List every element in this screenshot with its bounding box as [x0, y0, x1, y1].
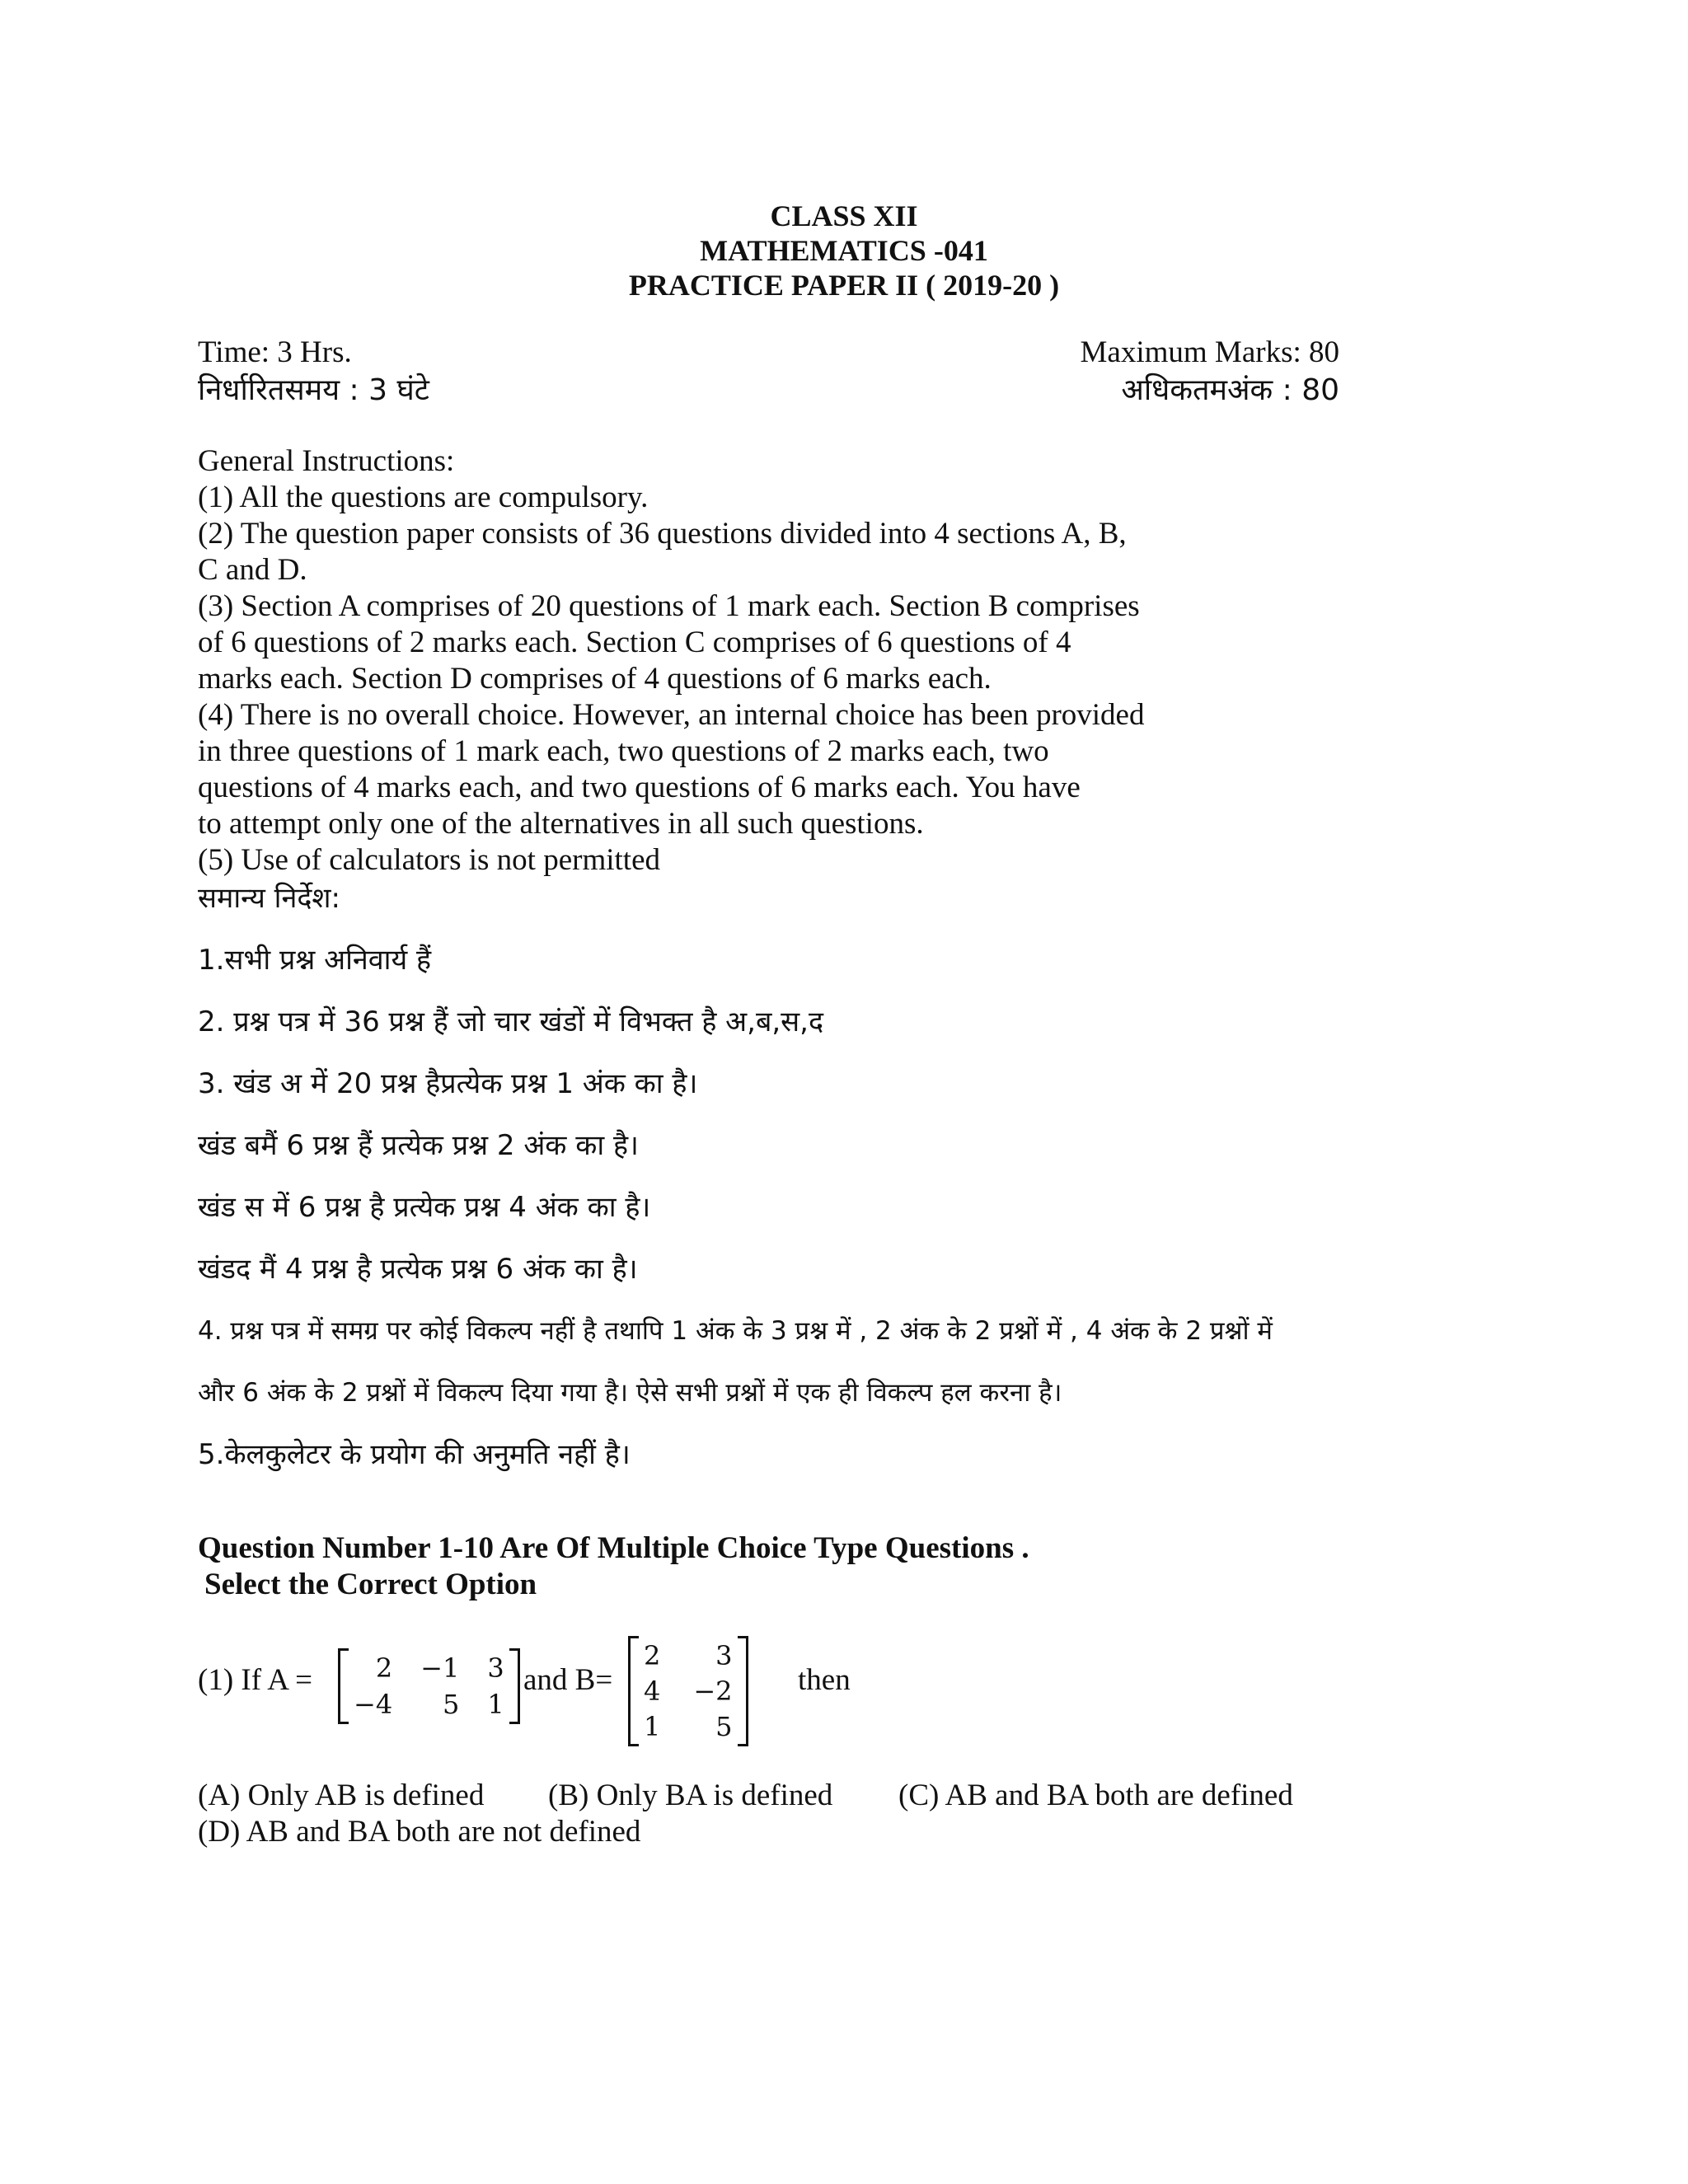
max-marks-english: Maximum Marks: 80 — [1080, 335, 1339, 369]
matrix-b-entry: 1 — [644, 1711, 661, 1742]
hindi-instruction-line: 5.केलकुलेटर के प्रयोग की अनुमति नहीं है। — [198, 1438, 631, 1471]
matrix-b-left-bracket — [628, 1636, 639, 1746]
option-c: (C) AB and BA both are defined — [898, 1779, 1293, 1812]
matrix-a-entry: 1 — [487, 1689, 504, 1720]
max-marks-hindi: अधिकतमअंक : 80 — [1121, 373, 1339, 407]
matrix-a — [338, 1648, 520, 1724]
question-1-mid: and B= — [523, 1663, 613, 1697]
matrix-a-entry: 5 — [442, 1689, 460, 1720]
hindi-instruction-line: 3. खंड अ में 20 प्रश्न हैप्रत्येक प्रश्न 1 अंक का है। — [198, 1067, 698, 1100]
instruction-line: (5) Use of calculators is not permitted — [198, 843, 660, 877]
hindi-instruction-line: खंड बमैं 6 प्रश्न हैं प्रत्येक प्रश्न 2 अंक का है। — [198, 1129, 639, 1162]
matrix-a-right-bracket — [509, 1648, 520, 1724]
instruction-line: (2) The question paper consists of 36 questions divided into 4 sections A, B, — [198, 517, 1127, 551]
instruction-line: to attempt only one of the alternatives in all such questions. — [198, 807, 924, 841]
hindi-instruction-line: 2. प्रश्न पत्र में 36 प्रश्न हैं जो चार खंडों में विभक्त है अ,ब,स,द — [198, 1005, 824, 1038]
matrix-a-entries — [349, 1648, 509, 1724]
hindi-instruction-line: खंडद मैं 4 प्रश्न है प्रत्येक प्रश्न 6 अंक का है। — [198, 1253, 638, 1286]
matrix-a-entry: −1 — [420, 1652, 460, 1684]
instruction-line: C and D. — [198, 553, 307, 587]
hindi-instruction-line: और 6 अंक के 2 प्रश्नों में विकल्प दिया गया है। ऐसे सभी प्रश्नों में एक ही विकल्प हल करना है। — [198, 1378, 1062, 1408]
matrix-a-entry: −4 — [354, 1689, 393, 1720]
section-heading: Question Number 1-10 Are Of Multiple Choice Type Questions . — [198, 1531, 1029, 1565]
instruction-line: in three questions of 1 mark each, two questions of 2 marks each, two — [198, 734, 1049, 768]
instructions-title: General Instructions: — [198, 444, 455, 478]
class-heading: CLASS XII — [770, 199, 918, 232]
time-hindi: निर्धारितसमय : 3 घंटे — [198, 373, 429, 407]
hindi-instruction-line: 4. प्रश्न पत्र में समग्र पर कोई विकल्प नहीं है तथापि 1 अंक के 3 प्रश्न में , 2 अंक के 2 प्रश्नों में , 4 अंक के 2 प्रश्नों में — [198, 1316, 1273, 1346]
section-subheading: Select the Correct Option — [204, 1568, 537, 1601]
matrix-b-entry: 2 — [644, 1640, 661, 1671]
hindi-instruction-line: 1.सभी प्रश्न अनिवार्य हैं — [198, 944, 432, 977]
instruction-line: questions of 4 marks each, and two questions of 6 marks each. You have — [198, 771, 1081, 804]
option-d: (D) AB and BA both are not defined — [198, 1815, 641, 1849]
matrix-b-right-bracket — [738, 1636, 748, 1746]
matrix-b-entry: 4 — [644, 1675, 661, 1707]
matrix-b-entries — [639, 1636, 738, 1746]
time-english: Time: 3 Hrs. — [198, 335, 352, 369]
instruction-line: (3) Section A comprises of 20 questions of 1 mark each. Section B comprises — [198, 589, 1140, 623]
matrix-b-entry: 3 — [715, 1640, 733, 1671]
instruction-line: marks each. Section D comprises of 4 questions of 6 marks each. — [198, 662, 992, 696]
matrix-b — [628, 1636, 748, 1746]
option-b: (B) Only BA is defined — [548, 1779, 833, 1812]
question-1-prefix: (1) If A = — [198, 1663, 313, 1697]
matrix-b-entry: −2 — [693, 1675, 733, 1707]
paper-heading: PRACTICE PAPER II ( 2019-20 ) — [628, 269, 1060, 302]
matrix-a-left-bracket — [338, 1648, 349, 1724]
instruction-line: (4) There is no overall choice. However, an internal choice has been provided — [198, 698, 1145, 732]
subject-heading: MATHEMATICS -041 — [700, 234, 988, 267]
instruction-line: (1) All the questions are compulsory. — [198, 480, 649, 514]
matrix-a-entry: 3 — [487, 1652, 504, 1684]
instruction-line: of 6 questions of 2 marks each. Section C comprises of 6 questions of 4 — [198, 626, 1071, 659]
option-a: (A) Only AB is defined — [198, 1779, 485, 1812]
question-1-suffix: then — [798, 1663, 851, 1697]
matrix-b-entry: 5 — [715, 1711, 733, 1742]
hindi-instruction-line: खंड स में 6 प्रश्न है प्रत्येक प्रश्न 4 अंक का है। — [198, 1191, 651, 1224]
matrix-a-entry: 2 — [375, 1652, 393, 1684]
hindi-instructions-title: समान्य निर्देश: — [198, 882, 340, 915]
